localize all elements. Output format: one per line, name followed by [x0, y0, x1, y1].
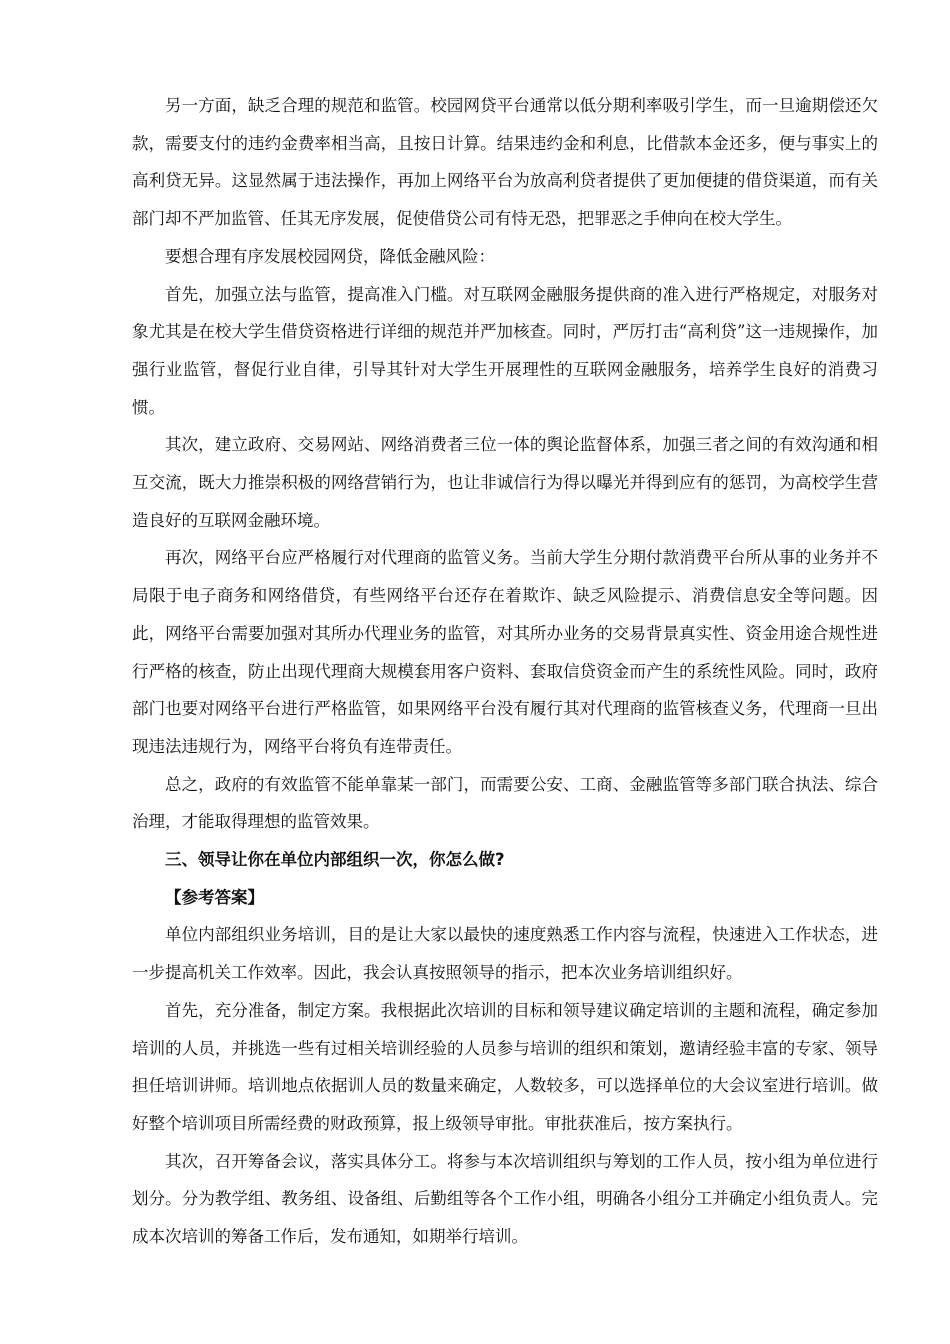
document-body: [132, 87, 878, 1256]
answer-paragraph-intro: 单位内部组织业务培训，目的是让大家以最快的速度熟悉工作内容与流程，快速进入工作状态，进一步提高机关工作效率。因此，我会认真按照领导的指示，把本次业务培训组织好。: [132, 925, 878, 983]
paragraph-intro-measures: 要想合理有序发展校园网贷，降低金融风险：: [165, 246, 495, 266]
question-heading: 三、领导让你在单位内部组织一次，你怎么做?: [165, 850, 505, 870]
answer-paragraph-second: 其次，召开筹备会议，落实具体分工。将参与本次培训组织与筹划的工作人员，按小组为单位进行划分。分为教学组、教务组、设备组、后勤组等各个工作小组，明确各小组分工并确定小组负责人。完成本次培训的筹备工作后，发布通知，如期举行培训。: [132, 1151, 878, 1247]
paragraph-conclusion: 总之，政府的有效监管不能单靠某一部门，而需要公安、工商、金融监管等多部门联合执法、综合治理，才能取得理想的监管效果。: [132, 774, 878, 832]
paragraph-second-measure: 其次，建立政府、交易网站、网络消费者三位一体的舆论监督体系，加强三者之间的有效沟通和相互交流，既大力推崇积极的网络营销行为，也让非诚信行为得以曝光并得到应有的惩罚，为高校学生营造良好的互联网金融环境。: [132, 435, 878, 530]
answer-heading: 【参考答案】: [165, 887, 264, 907]
paragraph-first-measure: 首先，加强立法与监管，提高准入门槛。对互联网金融服务提供商的准入进行严格规定，对服务对象尤其是在校大学生借贷资格进行详细的规范并严加核查。同时，严厉打击“高利贷”这一违规操作，加强行业监管，督促行业自律，引导其针对大学生开展理性的互联网金融服务，培养学生良好的消费习惯。: [132, 284, 878, 417]
paragraph-regulation-lack: 另一方面，缺乏合理的规范和监管。校园网贷平台通常以低分期利率吸引学生，而一旦逾期偿还欠款，需要支付的违约金费率相当高，且按日计算。结果违约金和利息，比借款本金还多，便与事实上的高利贷无异。这显然属于违法操作，再加上网络平台为放高利贷者提供了更加便捷的借贷渠道，而有关部门却不严加监管、任其无序发展，促使借贷公司有恃无恐，把罪恶之手伸向在校大学生。: [132, 96, 878, 229]
answer-paragraph-first: 首先，充分准备，制定方案。我根据此次培训的目标和领导建议确定培训的主题和流程，确定参加培训的人员，并挑选一些有过相关培训经验的人员参与培训的组织和策划，邀请经验丰富的专家、领导担任培训讲师。培训地点依据训人员的数量来确定，人数较多，可以选择单位的大会议室进行培训。做好整个培训项目所需经费的财政预算，报上级领导审批。审批获准后，按方案执行。: [132, 1000, 878, 1133]
paragraph-third-measure: 再次，网络平台应严格履行对代理商的监管义务。当前大学生分期付款消费平台所从事的业务并不局限于电子商务和网络借贷，有些网络平台还存在着欺诈、缺乏风险提示、消费信息安全等问题。因此，网络平台需要加强对其所办代理业务的监管，对其所办业务的交易背景真实性、资金用途合规性进行严格的核查，防止出现代理商大规模套用客户资料、套取信贷资金而产生的系统性风险。同时，政府部门也要对网络平台进行严格监管，如果网络平台没有履行其对代理商的监管核查义务，代理商一旦出现违法违规行为，网络平台将负有连带责任。: [132, 548, 878, 756]
